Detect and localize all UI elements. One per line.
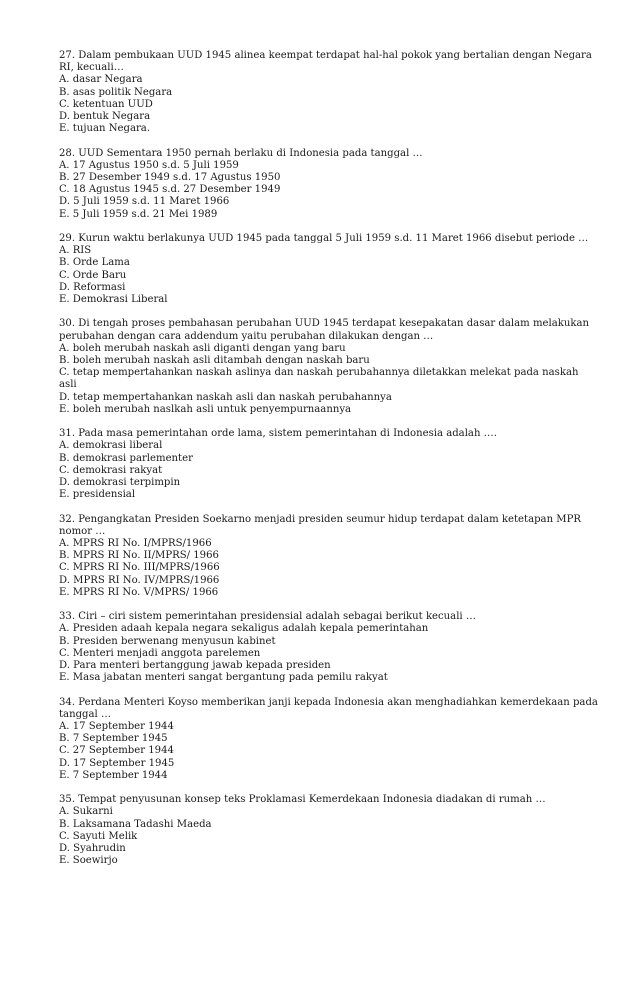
option-a: A. MPRS RI No. I/MPRS/1966	[59, 538, 212, 550]
option-b: B. 7 September 1945	[59, 733, 168, 745]
question-text: 33. Ciri – ciri sistem pemerintahan presidensial adalah sebagai berikut kecuali …	[59, 611, 476, 623]
option-c: C. 18 Agustus 1945 s.d. 27 Desember 1949	[59, 184, 281, 196]
question-27	[59, 50, 599, 135]
option-e: E. presidensial	[59, 489, 136, 501]
question-30	[59, 318, 599, 416]
option-c: C. Menteri menjadi anggota parelemen	[59, 647, 261, 659]
option-e: E. boleh merubah naslkah asli untuk penyempurnaannya	[59, 403, 352, 415]
option-a: A. 17 Agustus 1950 s.d. 5 Juli 1959	[59, 159, 239, 171]
option-c: C. Sayuti Melik	[59, 830, 138, 842]
option-b: B. demokrasi parlementer	[59, 452, 193, 464]
option-e: E. Masa jabatan menteri sangat bergantung pada pemilu rakyat	[59, 672, 388, 684]
option-c: C. Orde Baru	[59, 269, 127, 281]
question-34	[59, 697, 599, 782]
option-e: E. Soewirjo	[59, 855, 118, 867]
option-d: D. demokrasi terpimpin	[59, 477, 181, 489]
option-a: A. Presiden adaah kepala negara sekaligus adalah kepala pemerintahan	[59, 623, 429, 635]
question-32	[59, 514, 599, 599]
option-c: C. 27 September 1944	[59, 745, 174, 757]
option-b: B. MPRS RI No. II/MPRS/ 1966	[59, 550, 219, 562]
option-d: D. Reformasi	[59, 281, 126, 293]
question-28	[59, 148, 599, 221]
option-b: B. Orde Lama	[59, 257, 130, 269]
option-c: C. demokrasi rakyat	[59, 464, 163, 476]
question-text: 27. Dalam pembukaan UUD 1945 alinea keempat terdapat hal-hal pokok yang bertalian dengan Negara RI, kecuali…	[59, 50, 592, 74]
question-list	[59, 50, 599, 880]
option-b: B. boleh merubah naskah asli ditambah dengan naskah baru	[59, 355, 370, 367]
option-d: D. tetap mempertahankan naskah asli dan naskah perubahannya	[59, 391, 392, 403]
option-e: E. MPRS RI No. V/MPRS/ 1966	[59, 586, 219, 598]
option-d: D. Syahrudin	[59, 843, 126, 855]
question-33	[59, 611, 599, 684]
option-e: E. Demokrasi Liberal	[59, 294, 168, 306]
option-c: C. tetap mempertahankan naskah aslinya dan naskah perubahannya diletakkan melekat pada naskah asli	[59, 367, 579, 391]
option-b: B. Laksamana Tadashi Maeda	[59, 818, 212, 830]
option-c: C. MPRS RI No. III/MPRS/1966	[59, 562, 220, 574]
question-29	[59, 233, 599, 306]
option-b: B. 27 Desember 1949 s.d. 17 Agustus 1950	[59, 172, 281, 184]
option-b: B. asas politik Negara	[59, 86, 173, 98]
question-text: 34. Perdana Menteri Koyso memberikan janji kepada Indonesia akan menghadiahkan kemerdekaan pada tanggal …	[59, 696, 598, 720]
question-text: 29. Kurun waktu berlakunya UUD 1945 pada tanggal 5 Juli 1959 s.d. 11 Maret 1966 disebut periode …	[59, 233, 589, 245]
question-35	[59, 794, 599, 867]
option-a: A. boleh merubah naskah asli diganti dengan yang baru	[59, 342, 346, 354]
option-e: E. 5 Juli 1959 s.d. 21 Mei 1989	[59, 208, 218, 220]
option-a: A. Sukarni	[59, 806, 113, 818]
question-31	[59, 428, 599, 501]
option-d: D. MPRS RI No. IV/MPRS/1966	[59, 574, 220, 586]
option-a: A. demokrasi liberal	[59, 440, 163, 452]
option-a: A. dasar Negara	[59, 74, 143, 86]
question-text: 31. Pada masa pemerintahan orde lama, sistem pemerintahan di Indonesia adalah ….	[59, 428, 497, 440]
option-a: A. 17 September 1944	[59, 721, 174, 733]
question-text: 32. Pengangkatan Presiden Soekarno menjadi presiden seumur hidup terdapat dalam ketetapan MPR nomor …	[59, 513, 582, 537]
option-d: D. Para menteri bertanggung jawab kepada presiden	[59, 660, 331, 672]
option-e: E. tujuan Negara.	[59, 123, 151, 135]
option-c: C. ketentuan UUD	[59, 98, 153, 110]
question-text: 35. Tempat penyusunan konsep teks Proklamasi Kemerdekaan Indonesia diadakan di rumah …	[59, 794, 546, 806]
option-d: D. bentuk Negara	[59, 111, 151, 123]
question-text: 30. Di tengah proses pembahasan perubahan UUD 1945 terdapat kesepakatan dasar dalam melakukan perubahan dengan cara addendum yaitu perubahan dilakukan dengan …	[59, 318, 589, 342]
option-d: D. 17 September 1945	[59, 757, 175, 769]
option-b: B. Presiden berwenang menyusun kabinet	[59, 635, 276, 647]
option-e: E. 7 September 1944	[59, 769, 168, 781]
option-a: A. RIS	[59, 245, 92, 257]
option-d: D. 5 Juli 1959 s.d. 11 Maret 1966	[59, 196, 230, 208]
question-text: 28. UUD Sementara 1950 pernah berlaku di Indonesia pada tanggal …	[59, 147, 423, 159]
